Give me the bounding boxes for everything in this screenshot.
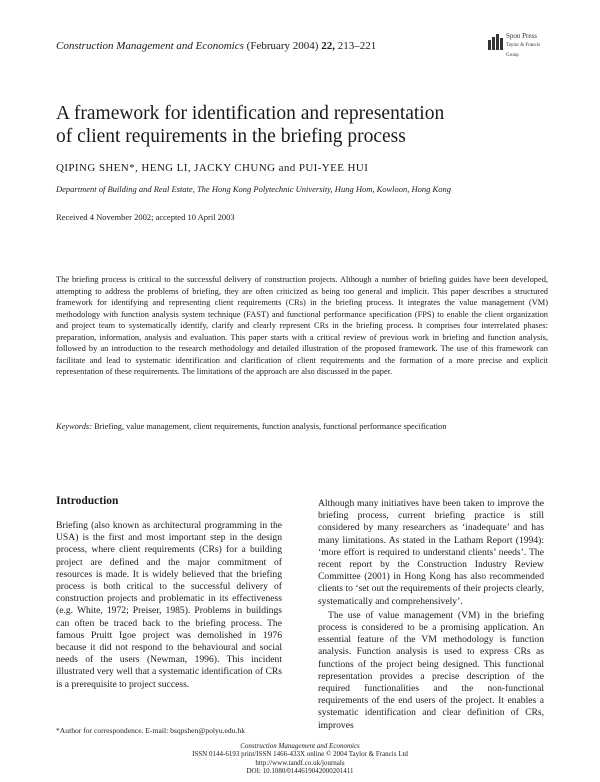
issue-date: (February 2004) [246,40,319,52]
keywords-label: Keywords: [56,422,92,431]
paragraph: The use of value management (VM) in the briefing process is considered to be a promising application. An essential feature of the VM methodology is function analysis. Function analysis is used to express CRs as functions of the project being designed. This functional representation provides a precise description of the required functionalities and the non-functional requirements of the end users of the project. It enables a systematic identification and clear definition of CRs, improves [318,609,544,731]
keywords [56,421,548,433]
publisher-logo [488,32,548,58]
footer-doi: DOI: 10.1080/0144619042000201411 [246,767,354,776]
title-line-2: of client requirements in the briefing process [56,126,406,147]
journal-name: Construction Management and Economics [56,40,244,52]
page-range: 213–221 [337,40,377,52]
footer-url: http://www.tandf.co.uk/journals [255,758,345,767]
abstract: The briefing process is critical to the successful delivery of construction projects. Although a number of briefing guides have been developed, attempting to address the problems of briefing, they are often criticized as being too general and implicit. This paper describes a structured framework for identifying and representing client requirements (CRs) in the briefing process. It integrates the value management (VM) methodology with function analysis system technique (FAST) and functional performance specification (FPS) to enable the client organization and project team to systematically identify, clarify and clearly represent CRs in the briefing process. It comprises four interrelated phases: preparation, information, analysis and evaluation. This paper starts with a critical review of previous work in briefing and function analysis, followed by an introduction to the research methodology and detailed illustration of the proposed framework. The use of this framework can facilitate and lead to systematic identification and clarification of client requirements and the formation of a more precise and explicit representation of these requirements. The limitations of the approach are also discussed in the paper. [56,275,548,376]
article-title [56,102,556,148]
affiliation: Department of Building and Real Estate, The Hong Kong Polytechnic University, Hung Hom, Kowloon, Hong Kong [56,184,451,194]
right-column [318,498,544,732]
left-column [56,520,282,691]
paragraph: Although many initiatives have been taken to improve the briefing process, current briefing practice is still considered by many researchers as ‘inadequate’ and has many limitations. As stated in the Latham Report (1994): ‘more effort is required to understand clients’ needs’. The recent report by the Construction Industry Review Committee (2001) in Hong Kong has also recommended clients to ‘set out the requirements of their projects clearly, systematically and comprehensively’. [318,498,544,607]
footer-journal: Construction Management and Economics [240,742,360,750]
footer-issn: ISSN 0144-6193 print/ISSN 1466-433X online © 2004 Taylor & Francis Ltd [192,750,408,759]
keywords-text: Briefing, value management, client requirements, function analysis, functional performance specification [94,422,447,431]
running-header [56,40,376,52]
publisher-logo-text: Spon Press Taylor & Francis Group [506,32,541,58]
page-footer [180,742,420,776]
author-list: QIPING SHEN*, HENG LI, JACKY CHUNG and PUI-YEE HUI [56,162,369,174]
title-line-1: A framework for identification and representation [56,103,445,124]
volume-number: 22, [321,40,335,52]
section-heading-introduction: Introduction [56,495,119,507]
paragraph: Briefing (also known as architectural programming in the USA) is the first and most important step in the design process, where client requirements (CRs) for a building project are defined and the major commitment of resources is made. It is widely believed that the briefing process is both critical to the successful delivery of construction projects and problematic in its effectiveness (e.g. White, 1972; Preiser, 1985). Problems in buildings can often be traced back to the briefing process. The famous Pruitt Igoe project was demolished in 1976 because it did not respond to the behavioural and social needs of the users (Newman, 1996). This incident illustrated very well that a systematic identification of CRs is a prerequisite to project success. [56,520,282,690]
received-date: Received 4 November 2002; accepted 10 April 2003 [56,212,235,222]
publisher-logo-icon [488,34,503,50]
correspondence-footnote: *Author for correspondence. E-mail: bsqpshen@polyu.edu.hk [56,726,245,735]
